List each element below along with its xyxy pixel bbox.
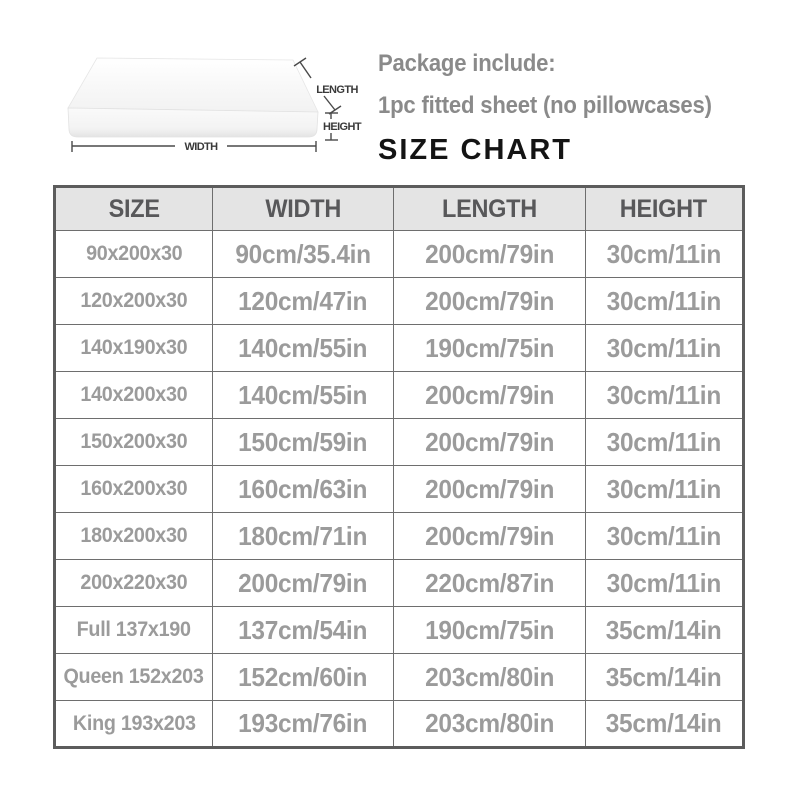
width-cell bbox=[212, 560, 393, 607]
size-cell bbox=[55, 278, 213, 325]
length-cell bbox=[393, 419, 585, 466]
table-row bbox=[55, 372, 744, 419]
height-cell bbox=[585, 513, 744, 560]
width-value: 140cm/55in bbox=[238, 379, 368, 410]
length-value: 203cm/80in bbox=[424, 661, 554, 692]
width-cell bbox=[212, 513, 393, 560]
size-value: Queen 152x203 bbox=[63, 665, 204, 688]
height-value: 30cm/11in bbox=[606, 567, 721, 598]
height-value: 30cm/11in bbox=[606, 238, 721, 269]
width-value: 200cm/79in bbox=[238, 567, 368, 598]
height-cell bbox=[585, 560, 744, 607]
size-value: 150x200x30 bbox=[80, 430, 188, 453]
height-cell bbox=[585, 231, 744, 278]
size-value: Full 137x190 bbox=[76, 618, 191, 641]
length-value: 200cm/79in bbox=[424, 473, 554, 504]
size-cell bbox=[55, 372, 213, 419]
width-value: 140cm/55in bbox=[238, 332, 368, 363]
width-value: 160cm/63in bbox=[238, 473, 368, 504]
height-cell bbox=[585, 278, 744, 325]
length-cell bbox=[393, 513, 585, 560]
length-value: 200cm/79in bbox=[424, 520, 554, 551]
width-value: 137cm/54in bbox=[238, 614, 368, 645]
width-value: 180cm/71in bbox=[238, 520, 368, 551]
table-header-row bbox=[55, 187, 744, 231]
size-cell bbox=[55, 654, 213, 701]
column-header-size bbox=[55, 187, 213, 231]
length-label: LENGTH bbox=[316, 84, 358, 96]
mattress-illustration bbox=[55, 42, 365, 156]
height-cell bbox=[585, 419, 744, 466]
height-cell bbox=[585, 325, 744, 372]
size-cell bbox=[55, 701, 213, 748]
width-value: 120cm/47in bbox=[238, 285, 368, 316]
size-value: 120x200x30 bbox=[80, 289, 188, 312]
length-cell bbox=[393, 560, 585, 607]
size-value: 180x200x30 bbox=[80, 524, 188, 547]
width-value: 90cm/35.4in bbox=[235, 238, 371, 269]
table-row bbox=[55, 278, 744, 325]
height-cell bbox=[585, 372, 744, 419]
width-label: WIDTH bbox=[184, 141, 218, 153]
height-value: 30cm/11in bbox=[606, 332, 721, 363]
width-cell bbox=[212, 231, 393, 278]
width-value: 193cm/76in bbox=[238, 708, 368, 738]
size-cell bbox=[55, 607, 213, 654]
table-row bbox=[55, 419, 744, 466]
length-cell bbox=[393, 466, 585, 513]
size-value: 160x200x30 bbox=[80, 477, 188, 500]
length-cell bbox=[393, 654, 585, 701]
width-cell bbox=[212, 466, 393, 513]
table-row bbox=[55, 466, 744, 513]
mattress-front-face bbox=[68, 108, 318, 137]
length-value: 190cm/75in bbox=[424, 614, 554, 645]
column-header-height-label: HEIGHT bbox=[620, 194, 708, 223]
length-value: 190cm/75in bbox=[424, 332, 554, 363]
size-cell bbox=[55, 231, 213, 278]
length-cell bbox=[393, 372, 585, 419]
table-row bbox=[55, 701, 744, 748]
package-contents: 1pc fitted sheet (no pillowcases) bbox=[378, 92, 712, 119]
length-value: 203cm/80in bbox=[424, 708, 554, 738]
width-cell bbox=[212, 701, 393, 748]
size-cell bbox=[55, 466, 213, 513]
column-header-width-label: WIDTH bbox=[265, 194, 341, 223]
size-value: 140x190x30 bbox=[80, 336, 188, 359]
size-value: 90x200x30 bbox=[85, 242, 183, 265]
column-header-width bbox=[212, 187, 393, 231]
height-value: 30cm/11in bbox=[606, 473, 721, 504]
column-header-size-label: SIZE bbox=[108, 194, 160, 223]
size-cell bbox=[55, 513, 213, 560]
height-value: 35cm/14in bbox=[605, 708, 722, 738]
size-value: 200x220x30 bbox=[80, 571, 188, 594]
table-row bbox=[55, 325, 744, 372]
length-value: 220cm/87in bbox=[424, 567, 554, 598]
size-cell bbox=[55, 419, 213, 466]
height-cell bbox=[585, 701, 744, 748]
length-cell bbox=[393, 325, 585, 372]
length-value: 200cm/79in bbox=[424, 426, 554, 457]
mattress-top-face bbox=[68, 58, 318, 112]
width-cell bbox=[212, 325, 393, 372]
size-chart-title: SIZE CHART bbox=[378, 134, 572, 166]
height-label: HEIGHT bbox=[323, 121, 361, 133]
height-value: 30cm/11in bbox=[606, 285, 721, 316]
column-header-length-label: LENGTH bbox=[441, 194, 537, 223]
length-value: 200cm/79in bbox=[424, 379, 554, 410]
height-value: 30cm/11in bbox=[606, 426, 721, 457]
length-cell bbox=[393, 701, 585, 748]
size-value: 140x200x30 bbox=[80, 383, 188, 406]
length-cell bbox=[393, 231, 585, 278]
height-value: 35cm/14in bbox=[605, 614, 722, 645]
height-cell bbox=[585, 466, 744, 513]
length-cell bbox=[393, 607, 585, 654]
table-row bbox=[55, 654, 744, 701]
height-cell bbox=[585, 654, 744, 701]
length-cell bbox=[393, 278, 585, 325]
width-cell bbox=[212, 278, 393, 325]
length-value: 200cm/79in bbox=[424, 285, 554, 316]
height-cell bbox=[585, 607, 744, 654]
table-row bbox=[55, 513, 744, 560]
size-cell bbox=[55, 325, 213, 372]
width-value: 150cm/59in bbox=[238, 426, 368, 457]
size-value: King 193x203 bbox=[72, 711, 196, 735]
height-value: 30cm/11in bbox=[606, 520, 721, 551]
table-row bbox=[55, 607, 744, 654]
column-header-height bbox=[585, 187, 744, 231]
height-value: 35cm/14in bbox=[605, 661, 722, 692]
intro-text-block bbox=[378, 50, 778, 167]
height-value: 30cm/11in bbox=[606, 379, 721, 410]
width-cell bbox=[212, 607, 393, 654]
table-row bbox=[55, 231, 744, 278]
size-cell bbox=[55, 560, 213, 607]
length-value: 200cm/79in bbox=[424, 238, 554, 269]
width-value: 152cm/60in bbox=[238, 661, 368, 692]
table-row bbox=[55, 560, 744, 607]
width-cell bbox=[212, 654, 393, 701]
package-include-title: Package include: bbox=[378, 50, 556, 77]
size-chart-table bbox=[53, 185, 745, 749]
column-header-length bbox=[393, 187, 585, 231]
width-cell bbox=[212, 419, 393, 466]
width-cell bbox=[212, 372, 393, 419]
